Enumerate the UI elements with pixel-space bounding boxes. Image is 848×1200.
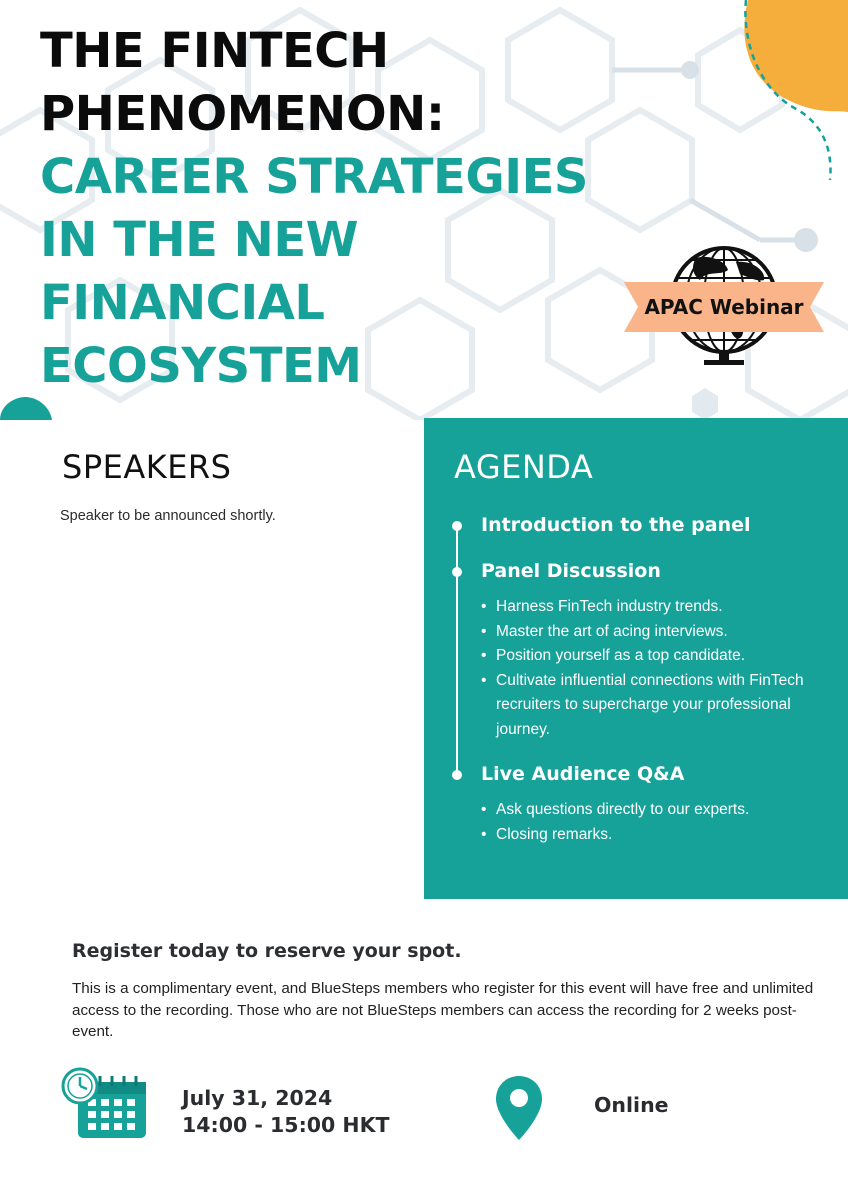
- agenda-bullet: • Position yourself as a top candidate.: [481, 644, 826, 669]
- event-location: Online: [594, 1093, 669, 1117]
- agenda-item-title: Introduction to the panel: [481, 514, 751, 536]
- subtitle-line: IN THE NEW: [40, 212, 359, 268]
- agenda-item-title: Live Audience Q&A: [481, 763, 685, 785]
- subtitle-line: CAREER STRATEGIES: [40, 149, 588, 205]
- register-section: [72, 940, 822, 1043]
- webinar-label-text: APAC Webinar: [644, 295, 804, 319]
- agenda-timeline: [456, 526, 458, 776]
- timeline-dot: [452, 770, 462, 780]
- timeline-dot: [452, 521, 462, 531]
- event-title: [40, 20, 588, 398]
- register-heading: Register today to reserve your spot.: [72, 940, 462, 962]
- register-body: This is a complimentary event, and BlueSteps members who register for this event will have free and unlimited access to the recording. Those who are not BlueSteps members can access the recording for 2 weeks post-event.: [72, 980, 814, 1040]
- teal-corner-decoration: [0, 395, 60, 420]
- webinar-label: [624, 282, 824, 332]
- agenda-heading: AGENDA: [454, 448, 594, 486]
- speakers-heading: SPEAKERS: [62, 448, 232, 486]
- agenda-bullet: • Cultivate influential connections with FinTech recruiters to supercharge your professional journey.: [481, 669, 826, 743]
- subtitle-line: FINANCIAL: [40, 275, 325, 331]
- event-datetime: [182, 1085, 389, 1139]
- speakers-note: Speaker to be announced shortly.: [60, 508, 276, 524]
- agenda-item-title: Panel Discussion: [481, 560, 661, 582]
- speakers-section: [62, 448, 402, 524]
- webinar-badge: [620, 240, 830, 370]
- title-line: THE FINTECH: [40, 23, 389, 79]
- agenda-bullet-list: [481, 798, 826, 847]
- map-pin-icon: [494, 1074, 544, 1142]
- title-line: PHENOMENON:: [40, 86, 445, 142]
- orange-blob-decoration: [738, 0, 848, 180]
- agenda-bullet: • Master the art of acing interviews.: [481, 620, 826, 645]
- agenda-bullet: • Harness FinTech industry trends.: [481, 595, 826, 620]
- agenda-panel: [424, 418, 848, 899]
- subtitle-line: ECOSYSTEM: [40, 338, 362, 394]
- agenda-bullet-list: [481, 595, 826, 742]
- event-date: July 31, 2024: [182, 1086, 333, 1110]
- timeline-dot: [452, 567, 462, 577]
- agenda-bullet: • Closing remarks.: [481, 823, 826, 848]
- agenda-bullet: • Ask questions directly to our experts.: [481, 798, 826, 823]
- calendar-clock-icon: [60, 1066, 150, 1142]
- event-time: 14:00 - 15:00 HKT: [182, 1113, 390, 1137]
